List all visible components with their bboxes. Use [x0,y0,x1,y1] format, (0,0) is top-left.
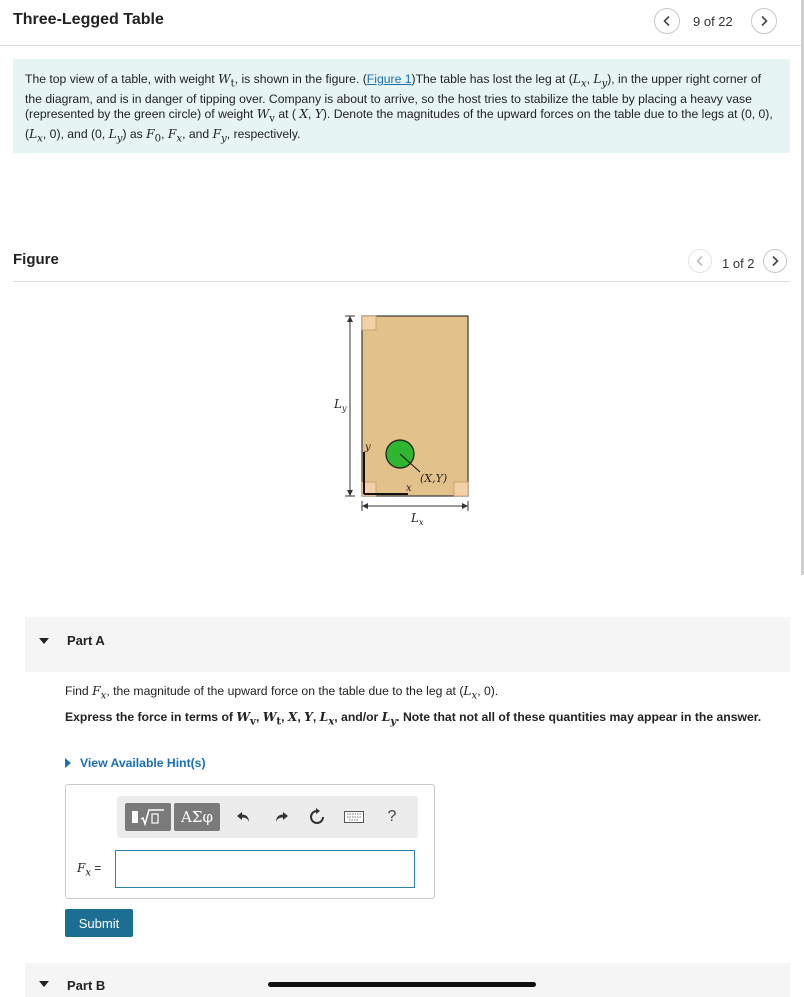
y-axis-label: y [365,442,371,453]
ly-arrow-bottom [347,490,353,496]
caret-down-icon [39,981,49,987]
view-hints-label: View Available Hint(s) [80,756,206,770]
page-title: Three-Legged Table [13,11,164,28]
reset-icon [308,808,326,826]
caret-right-icon [65,758,71,768]
math-toolbar [117,796,418,838]
leg-pad-lower-right [454,482,468,496]
template-icon [130,807,166,827]
leg-pad-upper-left [362,316,376,330]
table-figure [320,300,490,540]
chevron-right-icon [758,15,770,27]
lx-arrow-right [462,503,468,509]
svg-text:Ly [333,397,347,413]
lx-arrow-left [362,503,368,509]
answer-input[interactable] [115,850,415,888]
previous-problem-button[interactable] [654,8,680,34]
part-a-instructions: Express the force in terms of $W_v$, $W_t$, X, Y, $L_x$, and/or $L_y$. Note that not all of these quantities may appear in the answer. [65,710,762,728]
home-indicator[interactable] [268,982,536,987]
table-top [362,316,468,496]
svg-text:Lx [410,511,424,527]
keyboard-button[interactable] [341,803,367,831]
greek-symbols-button[interactable]: ΑΣφ [174,803,220,831]
ly-label-sub: y [341,404,347,413]
figure-title: Figure [13,251,59,268]
problem-pager: 9 of 22 [693,14,733,29]
next-figure-button[interactable] [763,249,787,273]
part-a-header[interactable] [25,617,790,672]
redo-button[interactable] [269,803,293,831]
top-bar [0,0,804,46]
ly-arrow-top [347,316,353,322]
lx-label: L [411,511,419,525]
figure-link[interactable]: Figure 1 [366,72,412,86]
vase-position-label: (X,Y) [420,472,448,485]
undo-icon [236,809,252,825]
chevron-right-icon [769,255,781,267]
lx-label-sub: x [418,518,424,527]
chevron-left-icon [661,15,673,27]
part-a-label: Part A [67,633,105,648]
caret-down-icon [39,638,49,644]
part-b-label: Part B [67,978,106,993]
reset-button[interactable] [305,803,329,831]
submit-button[interactable]: Submit [65,909,133,937]
undo-button[interactable] [232,803,256,831]
figure-pager: 1 of 2 [722,256,755,271]
redo-icon [273,809,289,825]
answer-label: $F_x$ = [77,861,102,879]
part-a-question: Find $F_x$, the magnitude of the upward force on the table due to the leg at ($L_x$, 0). [65,684,499,702]
figure-header [13,249,790,282]
part-b-header[interactable] [25,963,790,997]
previous-figure-button[interactable] [688,249,712,273]
view-hints-link[interactable] [65,756,206,770]
answer-box [65,784,435,899]
templates-button[interactable] [125,803,171,831]
ly-label: L [334,397,342,411]
next-problem-button[interactable] [751,8,777,34]
help-button[interactable]: ? [387,808,397,825]
chevron-left-icon [694,255,706,267]
x-axis-label: x [406,483,412,494]
keyboard-icon [344,811,364,823]
problem-statement: The top view of a table, with weight $W_t$, is shown in the figure. (Figure 1)The table has lost the leg at ($L_x$, $L_y$), in the upper right corner of the diagram, and is in danger of tipping over. Company is about to arrive, so the host tries to stabilize the table by placing a heavy vase (represented by the green circle) of weight $W_v$ at ( X, Y). Denote the magnitudes of the upward forces on the table due to the legs at (0, 0), ($L_x$, 0), and (0, $L_y$) as $F_0$, $F_x$, and $F_y$, respectively. [13,59,790,153]
